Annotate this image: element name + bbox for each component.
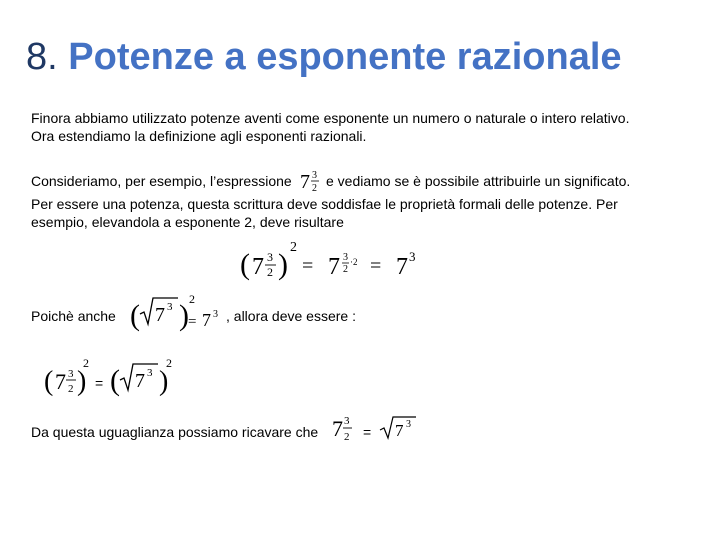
svg-text:(: ( [130,299,140,332]
svg-text:): ) [278,248,288,281]
svg-text:2: 2 [344,431,350,443]
consider-line-pre: Consideriamo, per esempio, l’espressione [31,173,292,189]
svg-text:7: 7 [252,254,264,280]
svg-text:=: = [188,314,197,330]
svg-text:2: 2 [68,383,74,395]
svg-text:(: ( [110,364,120,397]
svg-text:3: 3 [409,249,416,264]
title-text: Potenze a esponente razionale [68,36,622,78]
svg-text:2: 2 [267,265,273,279]
svg-text:3: 3 [147,367,153,379]
svg-text:): ) [77,366,87,397]
conclusion-label: Da questa uguaglianza possiamo ricavare che [31,424,319,440]
svg-text:3: 3 [344,415,350,427]
svg-text:3: 3 [167,301,173,313]
consider-line-3: esempio, elevandola a esponente 2, deve risultare [31,214,344,230]
svg-text:3: 3 [213,309,218,320]
svg-text:3: 3 [343,252,348,263]
svg-text:·2: ·2 [350,257,358,267]
svg-text:7: 7 [328,254,340,280]
formula-seven-three-halves [298,166,326,196]
formula-equality [42,356,172,402]
title-number: 8. [26,36,58,78]
svg-text:3: 3 [68,368,74,380]
svg-text:7: 7 [332,416,343,441]
consider-line-2: Per essere una potenza, questa scrittura deve soddisfae le proprietà formali delle potenze. Per [31,196,618,212]
svg-text:=: = [370,255,382,277]
svg-text:3: 3 [406,419,411,430]
svg-text:(: ( [44,366,54,397]
svg-text:7: 7 [300,171,310,193]
svg-text:3: 3 [267,250,273,264]
svg-text:7: 7 [202,310,211,330]
svg-text:2: 2 [166,356,172,370]
poiche-post: , allora deve essere : [226,308,356,324]
svg-text:7: 7 [396,254,408,280]
svg-text:7: 7 [55,369,66,394]
equals-sign: = [95,375,104,391]
svg-text:2: 2 [290,240,297,255]
svg-text:7: 7 [135,370,145,392]
svg-text:): ) [179,299,189,332]
intro-line-2: Ora estendiamo la definizione agli esponenti razionali. [31,128,367,144]
formula-root-squared [128,290,224,334]
svg-text:7: 7 [395,421,404,440]
svg-text:(: ( [240,248,250,281]
formula-conclusion-power [330,412,356,446]
conclusion-equals: = [363,424,372,440]
formula-conclusion-root [378,414,418,442]
poiche-label: Poichè anche [31,308,116,324]
svg-text:2: 2 [189,292,195,306]
svg-text:3: 3 [312,170,317,181]
intro-line-1: Finora abbiamo utilizzato potenze aventi come esponente un numero o naturale o intero relativo. [31,110,630,126]
formula-square-of-power [238,238,422,284]
svg-text:2: 2 [83,356,89,370]
slide-title [26,36,622,79]
consider-line-post: e vediamo se è possibile attribuirle un significato. [326,173,631,189]
svg-text:=: = [302,255,314,277]
svg-text:2: 2 [312,183,317,194]
svg-text:7: 7 [155,304,165,326]
svg-text:2: 2 [343,264,348,275]
svg-text:): ) [159,366,169,397]
